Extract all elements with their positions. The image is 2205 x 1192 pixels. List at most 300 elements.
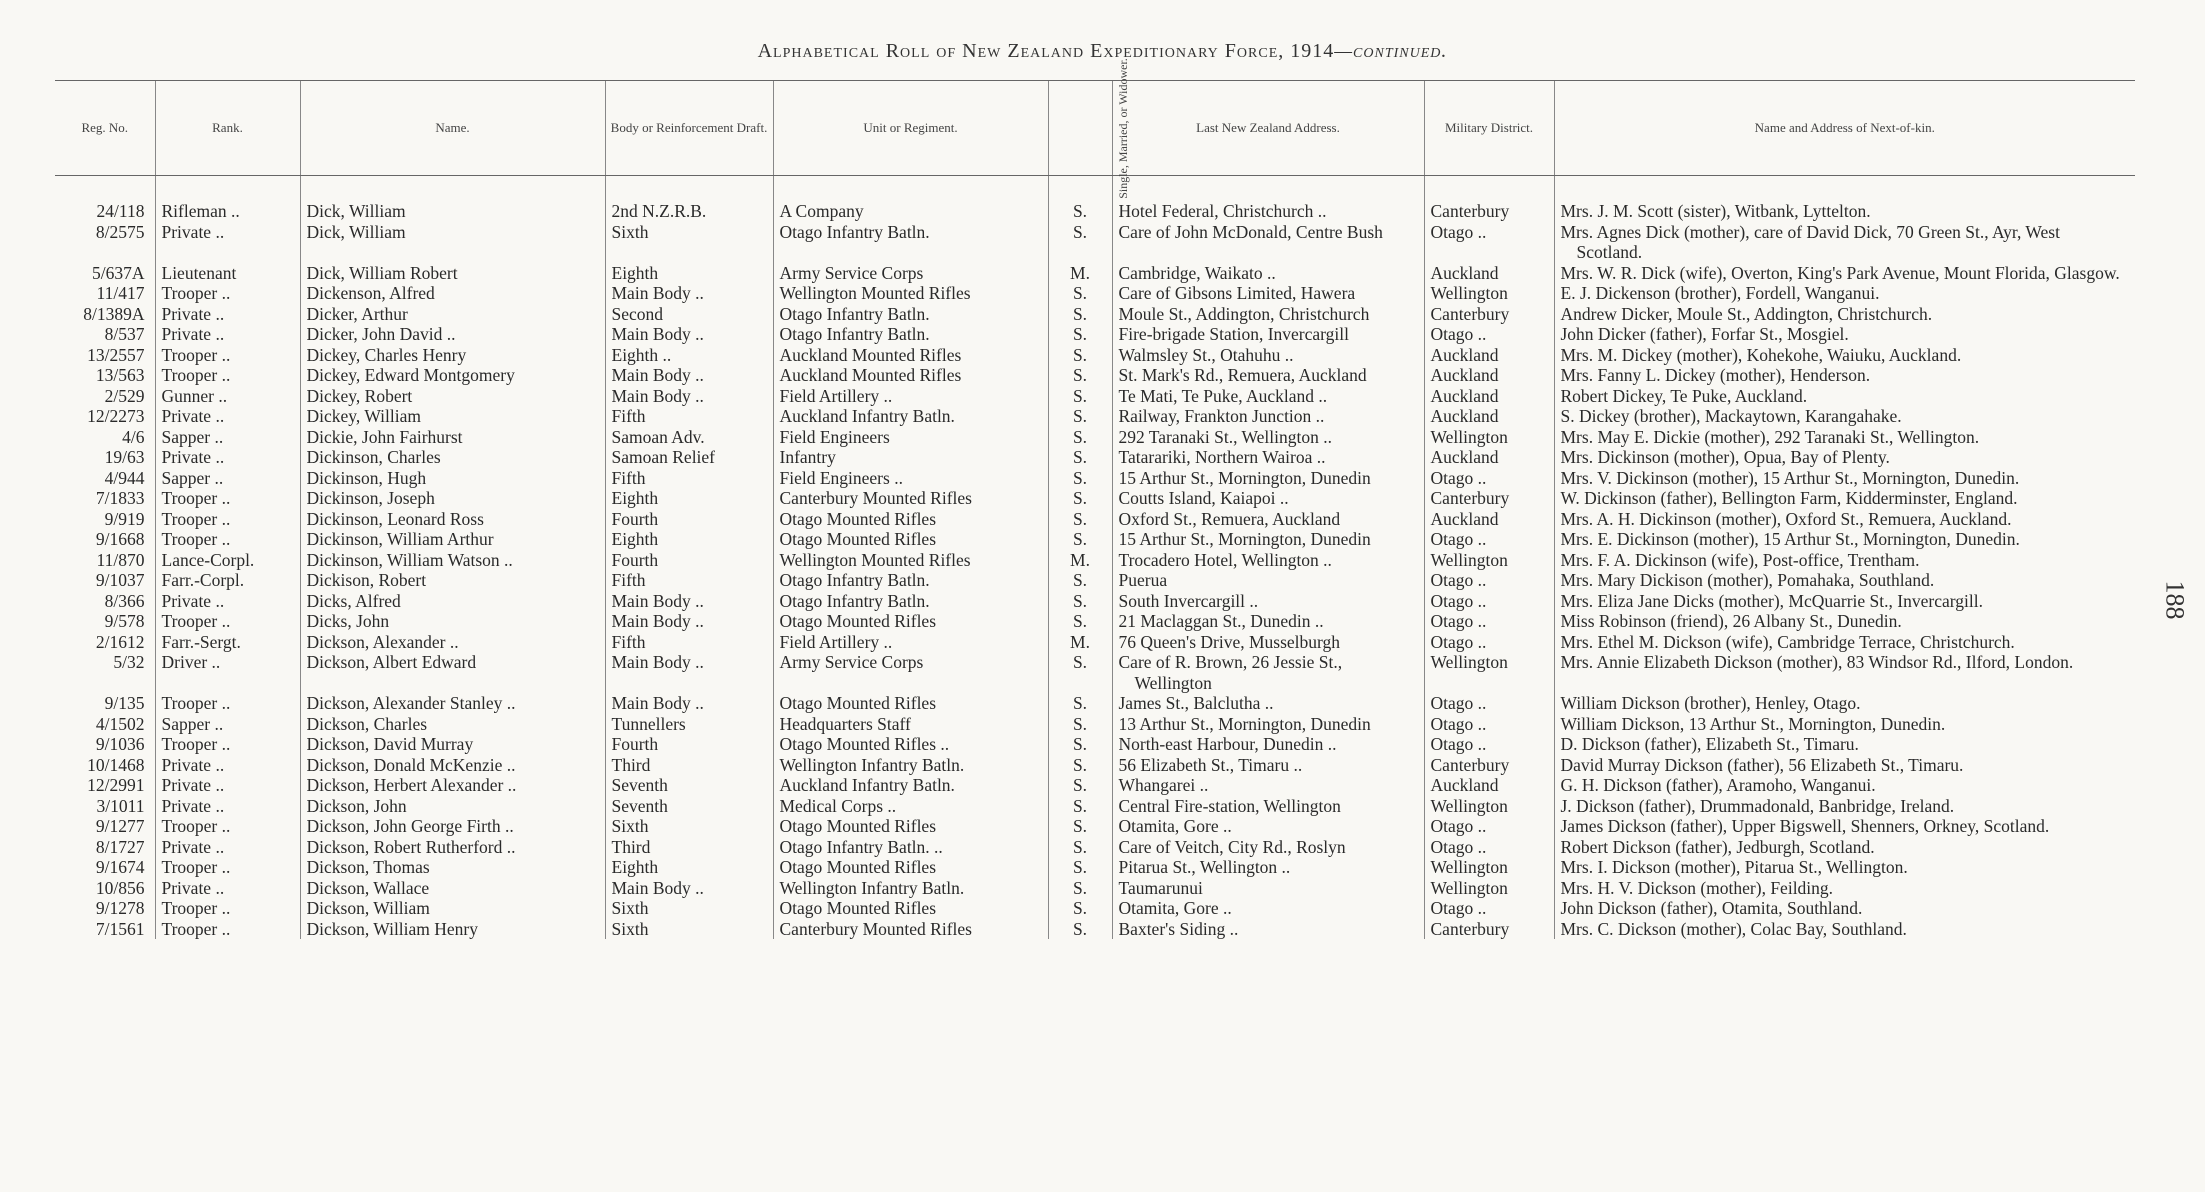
cell-status: S. (1048, 714, 1112, 735)
cell-rank: Trooper .. (155, 529, 300, 550)
cell-district: Otago .. (1424, 734, 1554, 755)
cell-address: Te Mati, Te Puke, Auckland .. (1112, 386, 1424, 407)
cell-status: S. (1048, 878, 1112, 899)
cell-address: Oxford St., Remuera, Auckland (1112, 509, 1424, 530)
roll-body (55, 176, 2135, 940)
cell-reg-no: 4/1502 (95, 713, 145, 734)
cell-reg-no: 13/563 (95, 365, 145, 385)
cell-name: Dickey, Charles Henry (300, 345, 605, 366)
cell-unit: Army Service Corps (773, 652, 1048, 693)
cell-status: S. (1048, 406, 1112, 427)
cell-next-of-kin: Mrs. Mary Dickison (mother), Pomahaka, Southland. (1554, 570, 2135, 591)
cell-body: Fifth (605, 406, 773, 427)
roll-table (55, 58, 2135, 939)
cell-district: Otago .. (1424, 714, 1554, 735)
cell-status: S. (1048, 201, 1112, 222)
header-status: Single, Married, or Widower. (1048, 81, 1112, 176)
cell-rank: Lieutenant (155, 263, 300, 284)
cell-address: Pitarua St., Wellington .. (1112, 857, 1424, 878)
cell-status: S. (1048, 796, 1112, 817)
cell-name: Dickson, Herbert Alexander .. (300, 775, 605, 796)
cell-district: Otago .. (1424, 632, 1554, 653)
cell-body: Sixth (605, 222, 773, 263)
cell-address: 15 Arthur St., Mornington, Dunedin (1112, 529, 1424, 550)
table-row (55, 898, 2135, 919)
cell-reg-no: 12/2273 (87, 406, 145, 426)
cell-rank: Farr.-Sergt. (155, 632, 300, 653)
cell-status: M. (1048, 632, 1112, 653)
cell-reg-no: 5/637A (92, 262, 145, 283)
cell-rank: Private .. (155, 406, 300, 427)
table-row (55, 488, 2135, 509)
cell-body: Third (605, 837, 773, 858)
cell-district: Auckland (1424, 447, 1554, 468)
header-name: Name. (300, 81, 605, 176)
table-row (55, 324, 2135, 345)
table-row (55, 714, 2135, 735)
cell-unit: Auckland Mounted Rifles (773, 365, 1048, 386)
cell-body: Main Body .. (605, 591, 773, 612)
cell-body: Sixth (605, 816, 773, 837)
cell-unit: Headquarters Staff (773, 714, 1048, 735)
cell-rank: Private .. (155, 324, 300, 345)
cell-rank: Sapper .. (155, 468, 300, 489)
cell-next-of-kin: D. Dickson (father), Elizabeth St., Timaru. (1554, 734, 2135, 755)
cell-status: S. (1048, 919, 1112, 940)
cell-rank: Trooper .. (155, 816, 300, 837)
cell-name: Dickson, Alexander Stanley .. (300, 693, 605, 714)
cell-next-of-kin: E. J. Dickenson (brother), Fordell, Wanganui. (1554, 283, 2135, 304)
cell-next-of-kin: Miss Robinson (friend), 26 Albany St., Dunedin. (1554, 611, 2135, 632)
cell-district: Auckland (1424, 365, 1554, 386)
cell-district: Wellington (1424, 427, 1554, 448)
cell-status: S. (1048, 386, 1112, 407)
cell-status: S. (1048, 365, 1112, 386)
table-row (55, 509, 2135, 530)
cell-name: Dickinson, William Arthur (300, 529, 605, 550)
table-row (55, 632, 2135, 653)
cell-name: Dickinson, Charles (300, 447, 605, 468)
cell-district: Canterbury (1424, 919, 1554, 940)
cell-district: Auckland (1424, 386, 1554, 407)
header-reg-no: Reg. No. (55, 81, 155, 176)
cell-unit: Otago Infantry Batln. (773, 222, 1048, 263)
cell-unit: Wellington Infantry Batln. (773, 878, 1048, 899)
cell-unit: Infantry (773, 447, 1048, 468)
cell-next-of-kin: John Dickson (father), Otamita, Southland. (1554, 898, 2135, 919)
cell-district: Auckland (1424, 509, 1554, 530)
cell-reg-no: 9/1674 (95, 857, 145, 877)
cell-name: Dickenson, Alfred (300, 283, 605, 304)
cell-next-of-kin: Mrs. Fanny L. Dickey (mother), Henderson. (1554, 365, 2135, 386)
table-row (55, 386, 2135, 407)
cell-name: Dickson, Wallace (300, 878, 605, 899)
table-row (55, 263, 2135, 284)
cell-rank: Trooper .. (155, 488, 300, 509)
cell-next-of-kin: William Dickson, 13 Arthur St., Mornington, Dunedin. (1554, 714, 2135, 735)
header-kin: Name and Address of Next-of-kin. (1554, 81, 2135, 176)
cell-rank: Private .. (155, 878, 300, 899)
cell-next-of-kin: Mrs. M. Dickey (mother), Kohekohe, Waiuku, Auckland. (1554, 345, 2135, 366)
cell-status: S. (1048, 837, 1112, 858)
cell-body: Fourth (605, 509, 773, 530)
cell-body: Main Body .. (605, 878, 773, 899)
cell-reg-no: 9/1668 (95, 529, 145, 549)
cell-status: S. (1048, 447, 1112, 468)
cell-body: Eighth (605, 263, 773, 284)
cell-unit: Otago Mounted Rifles (773, 529, 1048, 550)
cell-reg-no: 9/1037 (95, 570, 145, 590)
cell-district: Otago .. (1424, 529, 1554, 550)
cell-rank: Driver .. (155, 652, 300, 693)
cell-address: Otamita, Gore .. (1112, 816, 1424, 837)
cell-rank: Trooper .. (155, 734, 300, 755)
header-rank: Rank. (155, 81, 300, 176)
cell-next-of-kin: Mrs. W. R. Dick (wife), Overton, King's Park Avenue, Mount Florida, Glasgow. (1554, 263, 2135, 284)
cell-name: Dicks, Alfred (300, 591, 605, 612)
cell-address: Care of R. Brown, 26 Jessie St., Wellington (1112, 652, 1424, 693)
cell-district: Otago .. (1424, 816, 1554, 837)
cell-unit: Otago Infantry Batln. (773, 591, 1048, 612)
cell-unit: Field Artillery .. (773, 632, 1048, 653)
cell-body: Second (605, 304, 773, 325)
cell-unit: Wellington Infantry Batln. (773, 755, 1048, 776)
cell-body: Fifth (605, 570, 773, 591)
cell-rank: Rifleman .. (155, 201, 300, 222)
table-row (55, 755, 2135, 776)
cell-address: James St., Balclutha .. (1112, 693, 1424, 714)
cell-status: S. (1048, 611, 1112, 632)
cell-reg-no: 24/118 (96, 201, 145, 221)
cell-name: Dickie, John Fairhurst (300, 427, 605, 448)
cell-body: Seventh (605, 775, 773, 796)
cell-reg-no: 7/1833 (95, 488, 145, 508)
table-row (55, 468, 2135, 489)
table-row (55, 652, 2135, 693)
cell-body: Tunnellers (605, 714, 773, 735)
cell-unit: Field Engineers (773, 427, 1048, 448)
cell-address: 21 Maclaggan St., Dunedin .. (1112, 611, 1424, 632)
cell-unit: Medical Corps .. (773, 796, 1048, 817)
cell-name: Dickson, Alexander .. (300, 632, 605, 653)
cell-address: Central Fire-station, Wellington (1112, 796, 1424, 817)
cell-body: Main Body .. (605, 365, 773, 386)
cell-status: S. (1048, 693, 1112, 714)
cell-address: Coutts Island, Kaiapoi .. (1112, 488, 1424, 509)
cell-address: Whangarei .. (1112, 775, 1424, 796)
cell-address: 56 Elizabeth St., Timaru .. (1112, 755, 1424, 776)
cell-name: Dick, William (300, 222, 605, 263)
cell-address: Puerua (1112, 570, 1424, 591)
cell-rank: Farr.-Corpl. (155, 570, 300, 591)
cell-name: Dickson, David Murray (300, 734, 605, 755)
cell-next-of-kin: Mrs. Dickinson (mother), Opua, Bay of Plenty. (1554, 447, 2135, 468)
cell-district: Canterbury (1424, 488, 1554, 509)
cell-address: 76 Queen's Drive, Musselburgh (1112, 632, 1424, 653)
cell-next-of-kin: Mrs. E. Dickinson (mother), 15 Arthur St., Mornington, Dunedin. (1554, 529, 2135, 550)
cell-status: S. (1048, 488, 1112, 509)
cell-next-of-kin: Mrs. Agnes Dick (mother), care of David Dick, 70 Green St., Ayr, West Scotland. (1554, 222, 2135, 263)
cell-rank: Trooper .. (155, 283, 300, 304)
cell-status: S. (1048, 816, 1112, 837)
cell-name: Dickson, Robert Rutherford .. (300, 837, 605, 858)
cell-unit: Auckland Infantry Batln. (773, 406, 1048, 427)
cell-name: Dickinson, William Watson .. (300, 550, 605, 571)
cell-district: Otago .. (1424, 324, 1554, 345)
cell-status: S. (1048, 427, 1112, 448)
cell-name: Dickinson, Hugh (300, 468, 605, 489)
cell-name: Dickson, Charles (300, 714, 605, 735)
cell-name: Dickey, William (300, 406, 605, 427)
cell-body: Main Body .. (605, 283, 773, 304)
cell-next-of-kin: W. Dickinson (father), Bellington Farm, Kidderminster, England. (1554, 488, 2135, 509)
cell-next-of-kin: David Murray Dickson (father), 56 Elizabeth St., Timaru. (1554, 755, 2135, 776)
table-row (55, 427, 2135, 448)
page-number: 188 (2160, 580, 2190, 620)
cell-unit: Otago Mounted Rifles (773, 509, 1048, 530)
cell-address: Taumarunui (1112, 878, 1424, 899)
cell-unit: A Company (773, 201, 1048, 222)
cell-address: North-east Harbour, Dunedin .. (1112, 734, 1424, 755)
cell-next-of-kin: Robert Dickson (father), Jedburgh, Scotland. (1554, 837, 2135, 858)
cell-body: Fourth (605, 734, 773, 755)
cell-rank: Trooper .. (155, 611, 300, 632)
header-district: Military District. (1424, 81, 1554, 176)
cell-unit: Otago Infantry Batln. .. (773, 837, 1048, 858)
cell-unit: Wellington Mounted Rifles (773, 550, 1048, 571)
cell-reg-no: 4/6 (122, 426, 145, 447)
cell-name: Dicks, John (300, 611, 605, 632)
cell-district: Wellington (1424, 283, 1554, 304)
cell-unit: Otago Mounted Rifles .. (773, 734, 1048, 755)
cell-reg-no: 2/529 (104, 385, 145, 406)
cell-name: Dickson, Donald McKenzie .. (300, 755, 605, 776)
cell-next-of-kin: Mrs. F. A. Dickinson (wife), Post-office, Trentham. (1554, 550, 2135, 571)
cell-rank: Trooper .. (155, 693, 300, 714)
cell-name: Dicker, John David .. (300, 324, 605, 345)
cell-rank: Trooper .. (155, 898, 300, 919)
cell-address: Otamita, Gore .. (1112, 898, 1424, 919)
cell-unit: Otago Infantry Batln. (773, 304, 1048, 325)
cell-body: Main Body .. (605, 324, 773, 345)
table-row (55, 570, 2135, 591)
cell-rank: Private .. (155, 796, 300, 817)
cell-district: Otago .. (1424, 222, 1554, 263)
cell-unit: Otago Mounted Rifles (773, 857, 1048, 878)
table-row (55, 201, 2135, 222)
cell-status: S. (1048, 222, 1112, 263)
cell-body: Main Body .. (605, 652, 773, 693)
cell-unit: Otago Mounted Rifles (773, 898, 1048, 919)
cell-address: 15 Arthur St., Mornington, Dunedin (1112, 468, 1424, 489)
table-row (55, 775, 2135, 796)
cell-reg-no: 2/1612 (95, 631, 145, 652)
cell-district: Auckland (1424, 775, 1554, 796)
cell-status: S. (1048, 324, 1112, 345)
cell-reg-no: 9/919 (104, 508, 145, 529)
cell-address: Hotel Federal, Christchurch .. (1112, 201, 1424, 222)
table-row (55, 550, 2135, 571)
cell-body: Main Body .. (605, 386, 773, 407)
cell-next-of-kin: Mrs. Ethel M. Dickson (wife), Cambridge Terrace, Christchurch. (1554, 632, 2135, 653)
table-row (55, 816, 2135, 837)
cell-name: Dickinson, Joseph (300, 488, 605, 509)
cell-status: S. (1048, 283, 1112, 304)
table-row (55, 222, 2135, 263)
cell-name: Dickson, John (300, 796, 605, 817)
cell-body: Sixth (605, 919, 773, 940)
cell-rank: Trooper .. (155, 857, 300, 878)
cell-district: Canterbury (1424, 201, 1554, 222)
cell-body: Eighth .. (605, 345, 773, 366)
cell-reg-no: 9/1278 (95, 898, 145, 918)
table-row (55, 406, 2135, 427)
cell-status: S. (1048, 652, 1112, 693)
cell-address: 292 Taranaki St., Wellington .. (1112, 427, 1424, 448)
cell-unit: Otago Mounted Rifles (773, 693, 1048, 714)
cell-reg-no: 9/1036 (95, 734, 145, 754)
table-row (55, 878, 2135, 899)
cell-rank: Private .. (155, 775, 300, 796)
cell-next-of-kin: G. H. Dickson (father), Aramoho, Wanganui. (1554, 775, 2135, 796)
cell-next-of-kin: Mrs. Annie Elizabeth Dickson (mother), 83 Windsor Rd., Ilford, London. (1554, 652, 2135, 693)
cell-body: Fourth (605, 550, 773, 571)
cell-name: Dick, William (300, 201, 605, 222)
table-row (55, 796, 2135, 817)
header-unit: Unit or Regiment. (773, 81, 1048, 176)
cell-body: Main Body .. (605, 611, 773, 632)
cell-next-of-kin: S. Dickey (brother), Mackaytown, Karangahake. (1554, 406, 2135, 427)
cell-reg-no: 7/1561 (95, 918, 145, 939)
cell-next-of-kin: Mrs. H. V. Dickson (mother), Feilding. (1554, 878, 2135, 899)
cell-address: Trocadero Hotel, Wellington .. (1112, 550, 1424, 571)
cell-name: Dickson, Thomas (300, 857, 605, 878)
cell-reg-no: 8/366 (104, 590, 145, 611)
cell-district: Otago .. (1424, 591, 1554, 612)
cell-address: Tatarariki, Northern Wairoa .. (1112, 447, 1424, 468)
cell-district: Auckland (1424, 406, 1554, 427)
cell-status: S. (1048, 898, 1112, 919)
cell-reg-no: 8/1727 (95, 836, 145, 857)
cell-name: Dickey, Robert (300, 386, 605, 407)
cell-rank: Lance-Corpl. (155, 550, 300, 571)
cell-name: Dicker, Arthur (300, 304, 605, 325)
cell-status: S. (1048, 775, 1112, 796)
cell-reg-no: 9/1277 (95, 816, 145, 836)
cell-name: Dickson, William (300, 898, 605, 919)
cell-status: M. (1048, 550, 1112, 571)
cell-reg-no: 3/1011 (96, 795, 145, 816)
cell-status: S. (1048, 755, 1112, 776)
cell-address: St. Mark's Rd., Remuera, Auckland (1112, 365, 1424, 386)
cell-next-of-kin: Andrew Dicker, Moule St., Addington, Christchurch. (1554, 304, 2135, 325)
cell-unit: Otago Mounted Rifles (773, 816, 1048, 837)
cell-next-of-kin: J. Dickson (father), Drummadonald, Banbridge, Ireland. (1554, 796, 2135, 817)
cell-reg-no: 8/537 (104, 324, 145, 344)
cell-status: S. (1048, 857, 1112, 878)
cell-unit: Wellington Mounted Rifles (773, 283, 1048, 304)
cell-district: Wellington (1424, 550, 1554, 571)
cell-district: Otago .. (1424, 693, 1554, 714)
cell-rank: Sapper .. (155, 427, 300, 448)
cell-reg-no: 9/578 (104, 611, 145, 631)
cell-reg-no: 5/32 (113, 652, 145, 672)
cell-status: S. (1048, 734, 1112, 755)
cell-next-of-kin: Robert Dickey, Te Puke, Auckland. (1554, 386, 2135, 407)
table-row (55, 919, 2135, 940)
cell-body: Eighth (605, 857, 773, 878)
cell-rank: Trooper .. (155, 509, 300, 530)
cell-status: M. (1048, 263, 1112, 284)
cell-body: 2nd N.Z.R.B. (605, 201, 773, 222)
cell-district: Auckland (1424, 263, 1554, 284)
cell-rank: Private .. (155, 591, 300, 612)
cell-name: Dickson, William Henry (300, 919, 605, 940)
cell-unit: Field Engineers .. (773, 468, 1048, 489)
header-address: Last New Zealand Address. (1112, 81, 1424, 176)
table-row (55, 365, 2135, 386)
cell-body: Seventh (605, 796, 773, 817)
cell-next-of-kin: Mrs. I. Dickson (mother), Pitarua St., Wellington. (1554, 857, 2135, 878)
cell-body: Samoan Adv. (605, 427, 773, 448)
cell-next-of-kin: Mrs. J. M. Scott (sister), Witbank, Lyttelton. (1554, 201, 2135, 222)
cell-unit: Auckland Infantry Batln. (773, 775, 1048, 796)
cell-body: Sixth (605, 898, 773, 919)
cell-rank: Private .. (155, 447, 300, 468)
table-row (55, 304, 2135, 325)
header-row (55, 81, 2135, 176)
cell-next-of-kin: Mrs. May E. Dickie (mother), 292 Taranaki St., Wellington. (1554, 427, 2135, 448)
page-title: Alphabetical Roll of New Zealand Expeditionary Force, 1914—continued. (757, 40, 1448, 62)
cell-body: Fifth (605, 468, 773, 489)
cell-name: Dickey, Edward Montgomery (300, 365, 605, 386)
cell-rank: Private .. (155, 222, 300, 263)
cell-reg-no: 11/870 (96, 549, 145, 570)
cell-next-of-kin: Mrs. C. Dickson (mother), Colac Bay, Southland. (1554, 919, 2135, 940)
cell-address: Moule St., Addington, Christchurch (1112, 304, 1424, 325)
cell-address: Railway, Frankton Junction .. (1112, 406, 1424, 427)
cell-reg-no: 9/135 (104, 693, 145, 713)
cell-unit: Otago Infantry Batln. (773, 570, 1048, 591)
cell-address: Care of Gibsons Limited, Hawera (1112, 283, 1424, 304)
cell-reg-no: 8/1389A (83, 303, 145, 324)
cell-reg-no: 12/2991 (87, 775, 145, 795)
table-row (55, 611, 2135, 632)
cell-rank: Private .. (155, 304, 300, 325)
table-row (55, 837, 2135, 858)
cell-address: Care of John McDonald, Centre Bush (1112, 222, 1424, 263)
cell-status: S. (1048, 304, 1112, 325)
table-row (55, 734, 2135, 755)
cell-body: Third (605, 755, 773, 776)
cell-status: S. (1048, 529, 1112, 550)
cell-status: S. (1048, 345, 1112, 366)
cell-address: South Invercargill .. (1112, 591, 1424, 612)
cell-body: Main Body .. (605, 693, 773, 714)
cell-body: Eighth (605, 488, 773, 509)
cell-rank: Trooper .. (155, 919, 300, 940)
cell-reg-no: 19/63 (104, 447, 145, 467)
cell-reg-no: 10/856 (95, 877, 145, 898)
cell-next-of-kin: John Dicker (father), Forfar St., Mosgiel. (1554, 324, 2135, 345)
cell-unit: Otago Infantry Batln. (773, 324, 1048, 345)
cell-reg-no: 8/2575 (95, 221, 145, 242)
cell-district: Canterbury (1424, 755, 1554, 776)
cell-reg-no: 13/2557 (87, 344, 145, 365)
cell-name: Dick, William Robert (300, 263, 605, 284)
table-row (55, 283, 2135, 304)
cell-unit: Army Service Corps (773, 263, 1048, 284)
